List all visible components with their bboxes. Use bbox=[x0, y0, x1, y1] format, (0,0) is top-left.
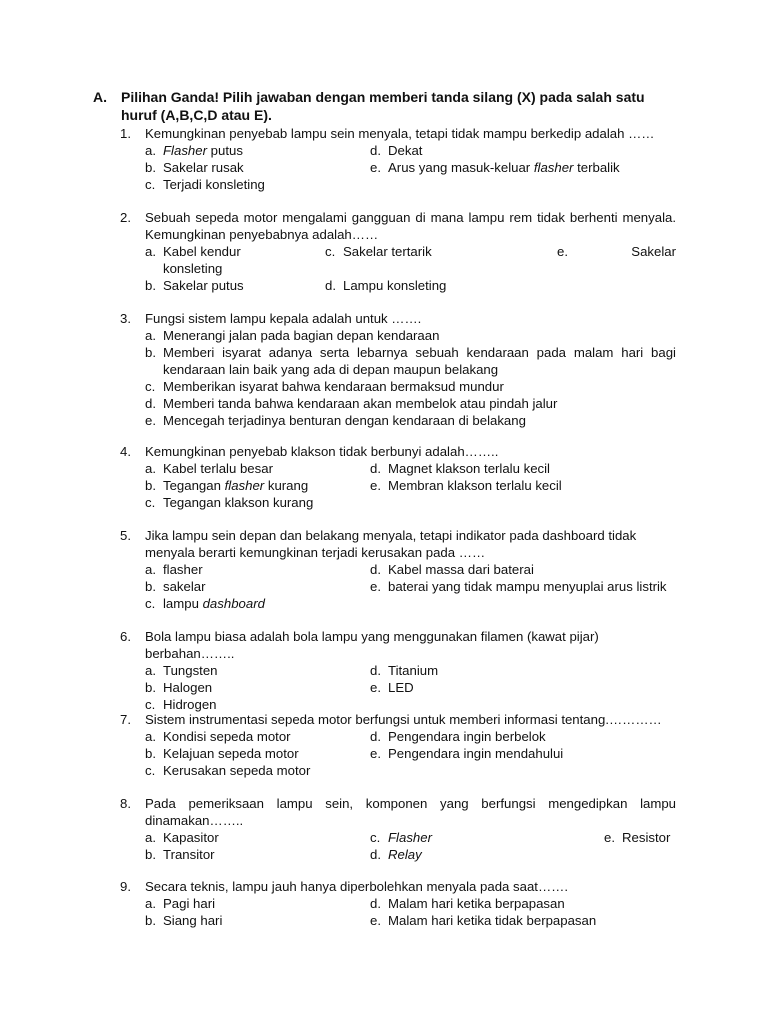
option-d[interactable]: d. Relay bbox=[370, 847, 422, 862]
question-number: 9. bbox=[120, 879, 131, 894]
question-stem: Bola lampu biasa adalah bola lampu yang menggunakan filamen (kawat pijar) berbahan…….. bbox=[145, 629, 599, 661]
question-number: 4. bbox=[120, 444, 131, 459]
question-3 bbox=[120, 310, 676, 429]
option-e-word: Sakelar bbox=[631, 244, 676, 259]
options bbox=[145, 142, 676, 193]
options bbox=[145, 327, 676, 429]
option-e[interactable]: e. Pengendara ingin mendahului bbox=[370, 746, 564, 761]
question-stem: Jika lampu sein depan dan belakang menyala, tetapi indikator pada dashboard tidak menyala berarti kemungkinan terjadi kerusakan pada …… bbox=[145, 528, 637, 560]
question-stem: Kemungkinan penyebab lampu sein menyala, tetapi tidak mampu berkedip adalah …… bbox=[145, 126, 655, 141]
option-a[interactable]: a. Kabel kendur bbox=[145, 244, 241, 259]
option-d[interactable]: d. Magnet klakson terlalu kecil bbox=[370, 461, 550, 476]
question-number: 2. bbox=[120, 210, 131, 225]
option-c[interactable]: c. Flasher bbox=[370, 830, 432, 845]
question-stem: Kemungkinan penyebab klakson tidak berbunyi adalah…….. bbox=[145, 444, 499, 459]
options bbox=[145, 662, 676, 713]
option-d[interactable]: d. Lampu konsleting bbox=[325, 278, 447, 293]
option-a[interactable]: a. Kapasitor bbox=[145, 830, 219, 845]
question-5 bbox=[120, 527, 676, 612]
option-c[interactable]: c. lampu dashboard bbox=[145, 596, 265, 611]
option-c[interactable]: c. Terjadi konsleting bbox=[145, 177, 265, 192]
question-stem: Sebuah sepeda motor mengalami gangguan di mana lampu rem tidak berhenti menyala. Kemungkinan penyebabnya adalah…… bbox=[145, 210, 676, 242]
option-b[interactable]: b. Sakelar putus bbox=[145, 278, 244, 293]
section-title: Pilihan Ganda! Pilih jawaban dengan memberi tanda silang (X) pada salah satu huruf (A,B,C,D atau E). bbox=[121, 89, 645, 123]
option-d[interactable]: d. Malam hari ketika berpapasan bbox=[370, 896, 565, 911]
question-number: 1. bbox=[120, 126, 131, 141]
option-e[interactable]: e. Resistor bbox=[604, 830, 671, 845]
option-e[interactable]: e. baterai yang tidak mampu menyuplai arus listrik bbox=[370, 579, 667, 594]
option-e[interactable]: e. bbox=[557, 244, 568, 259]
option-c[interactable]: c. Tegangan klakson kurang bbox=[145, 495, 314, 510]
options bbox=[145, 460, 676, 511]
option-c[interactable]: c. Kerusakan sepeda motor bbox=[145, 763, 311, 778]
option-b[interactable]: b. Tegangan flasher kurang bbox=[145, 478, 309, 493]
question-1 bbox=[120, 125, 676, 193]
option-e[interactable]: e. Arus yang masuk-keluar flasher terbalik bbox=[370, 160, 620, 175]
question-stem: Secara teknis, lampu jauh hanya diperbolehkan menyala pada saat……. bbox=[145, 879, 568, 894]
option-d[interactable]: d. Kabel massa dari baterai bbox=[370, 562, 534, 577]
option-b[interactable]: b. sakelar bbox=[145, 579, 206, 594]
question-number: 6. bbox=[120, 629, 131, 644]
option-a[interactable]: a. Kabel terlalu besar bbox=[145, 461, 273, 476]
section-letter: A. bbox=[93, 89, 107, 105]
option-b[interactable]: b. Memberi isyarat adanya serta lebarnya sebuah kendaraan pada malam hari bagi kendaraan lain baik yang ada di depan maupun belakang bbox=[145, 345, 676, 377]
option-b[interactable]: b. Siang hari bbox=[145, 913, 223, 928]
option-a[interactable]: a. Kondisi sepeda motor bbox=[145, 729, 291, 744]
option-c[interactable]: c. Memberikan isyarat bahwa kendaraan bermaksud mundur bbox=[145, 379, 504, 394]
options bbox=[145, 895, 676, 929]
question-9 bbox=[120, 878, 676, 929]
question-number: 7. bbox=[120, 712, 131, 727]
question-number: 3. bbox=[120, 311, 131, 326]
options bbox=[145, 728, 676, 779]
question-8 bbox=[120, 795, 676, 863]
option-a[interactable]: a. Flasher putus bbox=[145, 143, 243, 158]
option-b[interactable]: b. Transitor bbox=[145, 847, 215, 862]
option-e[interactable]: e. Membran klakson terlalu kecil bbox=[370, 478, 562, 493]
option-d[interactable]: d. Memberi tanda bahwa kendaraan akan membelok atau pindah jalur bbox=[145, 396, 558, 411]
option-d[interactable]: d. Titanium bbox=[370, 663, 439, 678]
option-a[interactable]: a. Tungsten bbox=[145, 663, 218, 678]
option-c[interactable]: c. Sakelar tertarik bbox=[325, 244, 432, 259]
question-number: 8. bbox=[120, 796, 131, 811]
question-stem: Fungsi sistem lampu kepala adalah untuk ……. bbox=[145, 311, 422, 326]
question-number: 5. bbox=[120, 528, 131, 543]
option-a[interactable]: a. Pagi hari bbox=[145, 896, 216, 911]
option-e[interactable]: e. LED bbox=[370, 680, 414, 695]
options bbox=[145, 561, 676, 612]
option-e-continuation: konsleting bbox=[163, 261, 223, 276]
question-7 bbox=[120, 711, 676, 779]
option-b[interactable]: b. Sakelar rusak bbox=[145, 160, 244, 175]
question-6 bbox=[120, 628, 676, 713]
question-stem: Pada pemeriksaan lampu sein, komponen yang berfungsi mengedipkan lampu dinamakan…….. bbox=[145, 796, 676, 828]
option-d[interactable]: d. Dekat bbox=[370, 143, 423, 158]
question-stem: Sistem instrumentasi sepeda motor berfungsi untuk memberi informasi tentang.………… bbox=[145, 712, 662, 727]
options bbox=[145, 243, 676, 294]
options bbox=[145, 829, 676, 863]
option-b[interactable]: b. Kelajuan sepeda motor bbox=[145, 746, 299, 761]
option-e[interactable]: e. Mencegah terjadinya benturan dengan kendaraan di belakang bbox=[145, 413, 526, 428]
option-a[interactable]: a. Menerangi jalan pada bagian depan kendaraan bbox=[145, 328, 440, 343]
question-4 bbox=[120, 443, 676, 511]
option-b[interactable]: b. Halogen bbox=[145, 680, 213, 695]
question-2 bbox=[120, 209, 676, 294]
option-c[interactable]: c. Hidrogen bbox=[145, 697, 217, 712]
option-d[interactable]: d. Pengendara ingin berbelok bbox=[370, 729, 546, 744]
option-e[interactable]: e. Malam hari ketika tidak berpapasan bbox=[370, 913, 597, 928]
option-a[interactable]: a. flasher bbox=[145, 562, 203, 577]
